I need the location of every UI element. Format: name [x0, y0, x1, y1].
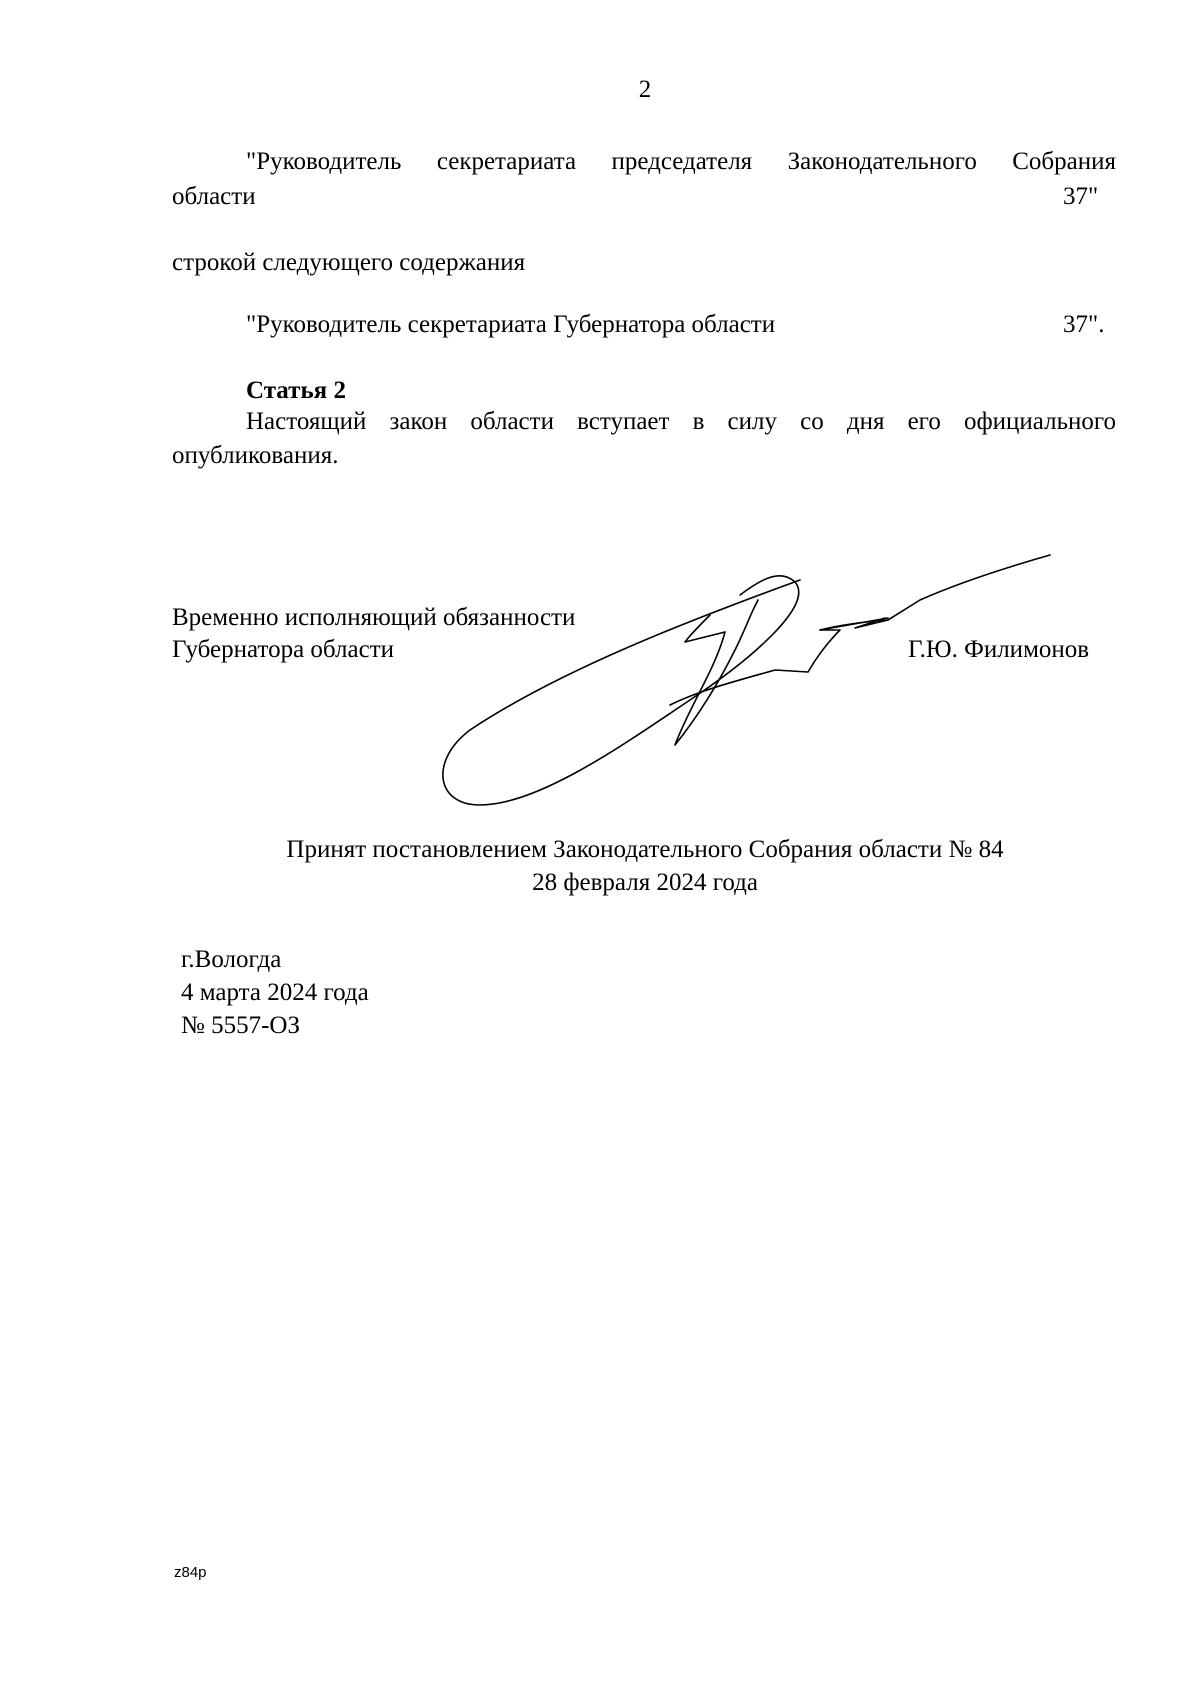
law-number: № 5557-ОЗ	[181, 1012, 301, 1039]
article-text-line2: опубликования.	[172, 442, 339, 469]
signing-date: 4 марта 2024 года	[181, 979, 369, 1006]
handwritten-signature	[440, 520, 1060, 820]
article-heading: Статья 2	[246, 377, 346, 404]
old-line-continuation: области	[172, 183, 256, 210]
place-of-signing: г.Вологда	[181, 946, 282, 973]
new-line-text: "Руководитель секретариата Губернатора области	[246, 311, 776, 338]
adoption-line2: 28 февраля 2024 года	[532, 869, 758, 896]
new-line-value: 37".	[1063, 311, 1105, 338]
signer-name: Г.Ю. Филимонов	[908, 636, 1090, 663]
old-line-value: 37"	[1063, 183, 1099, 210]
file-code: z84p	[174, 1564, 207, 1581]
signer-position-line2: Губернатора области	[172, 636, 394, 663]
page-number: 2	[638, 76, 652, 103]
connector-text: строкой следующего содержания	[172, 249, 526, 276]
adoption-line1: Принят постановлением Законодательного Собрания области № 84	[286, 836, 1004, 863]
signer-position-line1: Временно исполняющий обязанности	[172, 604, 576, 631]
old-line-text: "Руководитель секретариата председателя Законодательного Собрания	[246, 148, 1116, 175]
article-text-line1: Настоящий закон области вступает в силу со дня его официального	[246, 408, 1116, 435]
